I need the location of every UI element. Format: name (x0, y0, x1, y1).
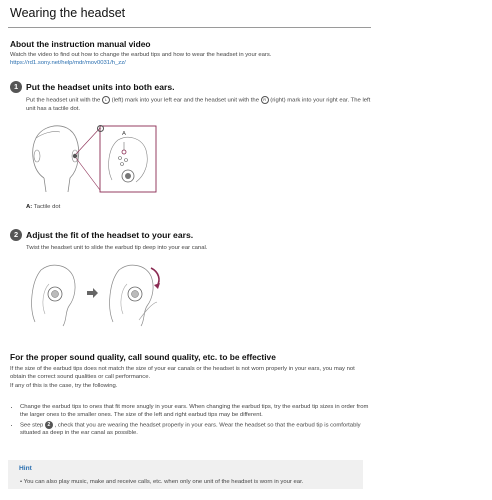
tip-item-1: • Change the earbud tips to ones that fit more snugly in your ears. When changing the earbud tips, try the earbud tip sizes in order from the larger ones to the smaller ones. The size of the left and right earbud tips may be different. (20, 403, 372, 420)
callout-a: A (122, 131, 126, 137)
figure-l-mark (97, 125, 104, 132)
tip-item-2 (20, 421, 372, 438)
quality-paragraph-2: If any of this is the case, try the following. (10, 383, 118, 389)
quality-heading: For the proper sound quality, call sound quality, etc. to be effective (10, 352, 276, 362)
tips-list (12, 403, 372, 439)
step-1-badge: 1 (10, 81, 22, 93)
figure-caption (26, 204, 60, 210)
hint-box (8, 460, 363, 489)
video-description (10, 51, 370, 68)
step-2-header (10, 229, 310, 243)
step-1-text-b: (left) mark into your left ear and the headset unit with the (111, 97, 259, 104)
step-1-text (26, 96, 371, 113)
video-heading: About the instruction manual video (10, 39, 151, 49)
step-1-header (10, 81, 310, 95)
tip-2-text-b: , check that you are wearing the headset properly in your ears. Wear the headset so that the earbud tip is comfortably situated as deep in the ear canal as possible. (20, 422, 361, 437)
step-1-title: Put the headset units into both ears. (26, 82, 175, 92)
video-link[interactable]: https://rd1.sony.net/help/mdr/mov0031/h_zz/ (10, 60, 126, 67)
hint-text-content: You can also play music, make and receive calls, etc. when only one unit of the headset is worn in your ear. (23, 479, 304, 485)
caption-key: A: (26, 204, 33, 210)
twist-earbud-illustration (27, 258, 172, 330)
step-2-reference-badge: 2 (45, 421, 53, 429)
right-mark-icon: R (261, 96, 269, 104)
video-text: Watch the video to find out how to change the earbud tips and how to wear the headset in your ears. (10, 52, 272, 58)
head-earbud-illustration (24, 120, 154, 200)
step-1-text-c: (right) mark into your right ear. The left unit has a tactile dot. (26, 97, 371, 112)
left-mark-icon: L (102, 96, 110, 104)
step-2-text: Twist the headset unit to slide the earbud tip deep into your ear canal. (26, 245, 208, 251)
figure-l-mark-icon: L (97, 125, 104, 132)
page-title: Wearing the headset (10, 6, 126, 20)
hint-text: • You can also play music, make and receive calls, etc. when only one unit of the headset is worn in your ear. (20, 479, 304, 485)
step-1-text-a: Put the headset unit with the (26, 97, 101, 104)
quality-paragraph-1: If the size of the earbud tips does not match the size of your ear canals or the headset is not worn properly in your ears, you may not obtain the correct sound qualities or call performance. (10, 366, 355, 381)
step-2-badge: 2 (10, 229, 22, 241)
step-2-title: Adjust the fit of the headset to your ears. (26, 230, 194, 240)
caption-text: Tactile dot (33, 204, 61, 210)
title-divider (8, 27, 371, 28)
tip-2-text-a: See step (20, 422, 44, 429)
hint-title: Hint (19, 465, 32, 472)
